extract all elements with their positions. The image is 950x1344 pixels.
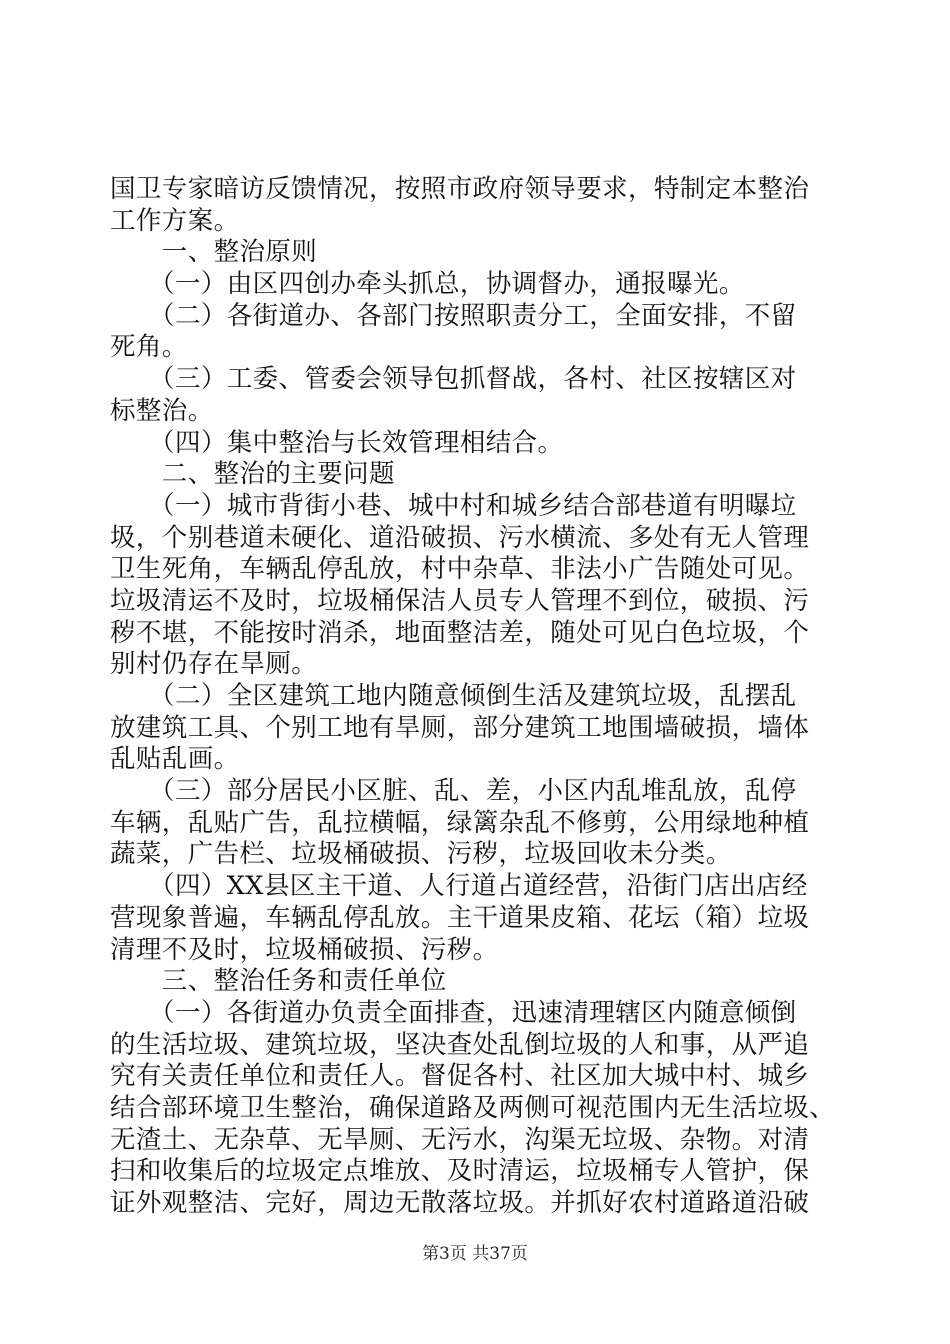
text-line: 卫生死角，车辆乱停乱放，村中杂草、非法小广告随处可见。 — [110, 554, 810, 585]
text-line: （一）由区四创办牵头抓总，协调督办，通报曝光。 — [110, 269, 745, 300]
text-line: （四）集中整治与长效管理相结合。 — [110, 427, 564, 458]
text-line: 工作方案。 — [110, 205, 240, 236]
text-line: 究有关责任单位和责任人。督促各村、社区加大城中村、城乡 — [110, 1061, 810, 1092]
text-line: 营现象普遍，车辆乱停乱放。主干道果皮箱、花坛（箱）垃圾 — [110, 902, 810, 933]
text-line: 国卫专家暗访反馈情况，按照市政府领导要求，特制定本整治 — [110, 174, 810, 204]
text-line: 的生活垃圾、建筑垃圾，坚决查处乱倒垃圾的人和事，从严追 — [110, 1029, 810, 1060]
text-line: （二）全区建筑工地内随意倾倒生活及建筑垃圾，乱摆乱 — [110, 681, 797, 711]
text-line: 放建筑工具、个别工地有旱厕，部分建筑工地围墙破损，墙体 — [110, 712, 810, 743]
text-line: 车辆，乱贴广告，乱拉横幅，绿篱杂乱不修剪，公用绿地种植 — [110, 807, 810, 838]
text-line: 清理不及时，垃圾桶破损、污秽。 — [110, 934, 499, 965]
text-line: 结合部环境卫生整治，确保道路及两侧可视范围内无生活垃圾、 — [110, 1092, 836, 1123]
text-line: （四）XX县区主干道、人行道占道经营，沿街门店出店经 — [110, 871, 808, 902]
text-line: （二）各街道办、各部门按照职责分工，全面安排，不留 — [110, 300, 797, 331]
text-line: 二、整治的主要问题 — [110, 459, 395, 490]
text-line: （三）工委、管委会领导包抓督战，各村、社区按辖区对 — [110, 364, 797, 395]
text-line: 别村仍存在旱厕。 — [110, 649, 318, 680]
text-line: （一）各街道办负责全面排查，迅速清理辖区内随意倾倒 — [110, 997, 797, 1028]
page-footer: 第3页 共37页 — [422, 1244, 528, 1264]
text-line: 证外观整洁、完好，周边无散落垃圾。并抓好农村道路道沿破 — [110, 1188, 810, 1218]
text-line: 蔬菜，广告栏、垃圾桶破损、污秽，垃圾回收未分类。 — [110, 839, 732, 870]
text-line: 一、整治原则 — [110, 237, 318, 268]
text-line: 死角。 — [110, 332, 188, 363]
text-line: 圾，个别巷道未硬化、道沿破损、污水横流、多处有无人管理 — [110, 522, 810, 553]
text-line: 乱贴乱画。 — [110, 744, 240, 775]
text-line: 无渣土、无杂草、无旱厕、无污水，沟渠无垃圾、杂物。对清 — [110, 1124, 810, 1155]
text-line: （三）部分居民小区脏、乱、差，小区内乱堆乱放，乱停 — [110, 776, 797, 807]
text-line: 垃圾清运不及时，垃圾桶保洁人员专人管理不到位，破损、污 — [110, 585, 810, 616]
text-line: 标整治。 — [110, 395, 214, 426]
text-line: （一）城市背街小巷、城中村和城乡结合部巷道有明曝垃 — [110, 490, 797, 521]
text-line: 秽不堪，不能按时消杀，地面整洁差，随处可见白色垃圾，个 — [110, 617, 810, 648]
document-body — [110, 174, 845, 1220]
text-line: 扫和收集后的垃圾定点堆放、及时清运，垃圾桶专人管护，保 — [110, 1156, 810, 1187]
text-line: 三、整治任务和责任单位 — [110, 966, 447, 997]
